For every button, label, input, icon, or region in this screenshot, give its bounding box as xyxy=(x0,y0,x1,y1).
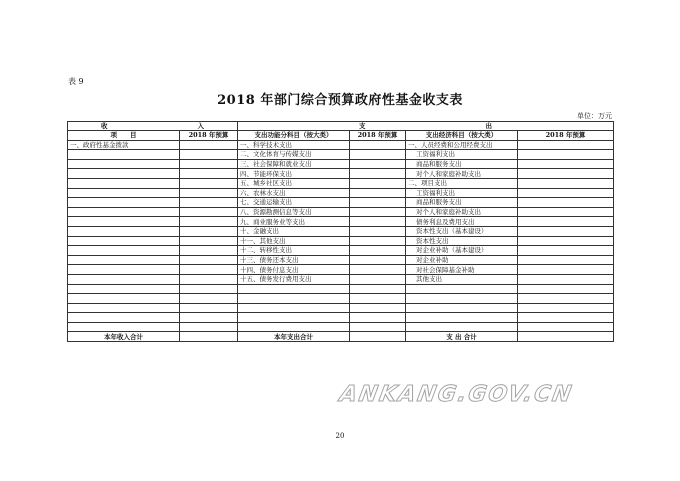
table-cell xyxy=(350,159,406,169)
table-cell xyxy=(180,198,238,208)
expense-group-header xyxy=(238,122,614,131)
table-cell xyxy=(180,313,238,323)
table-cell xyxy=(350,322,406,332)
table-cell xyxy=(68,322,180,332)
table-cell xyxy=(68,246,180,256)
table-cell xyxy=(68,303,180,313)
table-cell xyxy=(238,303,350,313)
table-row xyxy=(68,294,614,304)
table-cell: 八、资源勘测信息等支出 xyxy=(238,207,350,217)
table-row xyxy=(68,322,614,332)
table-row xyxy=(68,207,614,217)
group-header-row xyxy=(68,122,614,131)
table-cell: 六、农林水支出 xyxy=(238,188,350,198)
table-row xyxy=(68,159,614,169)
table-cell xyxy=(350,246,406,256)
table-cell: 对个人和家庭补助支出 xyxy=(406,169,518,179)
table-cell xyxy=(518,265,614,275)
budget-table xyxy=(67,121,614,342)
table-cell xyxy=(180,246,238,256)
table-cell xyxy=(518,188,614,198)
table-cell xyxy=(350,169,406,179)
table-row xyxy=(68,265,614,275)
income-header-left: 收 xyxy=(101,122,108,130)
table-cell xyxy=(68,217,180,227)
table-cell xyxy=(68,255,180,265)
table-cell xyxy=(350,140,406,150)
table-cell xyxy=(406,322,518,332)
table-cell xyxy=(180,255,238,265)
table-cell: 其他支出 xyxy=(406,274,518,284)
income-group-header xyxy=(68,122,238,131)
table-cell: 一、人员经费和公用经费支出 xyxy=(406,140,518,150)
totals-row xyxy=(68,332,614,342)
table-cell xyxy=(68,294,180,304)
table-cell xyxy=(68,169,180,179)
table-cell: 十一、其他支出 xyxy=(238,236,350,246)
table-cell xyxy=(518,284,614,294)
table-cell xyxy=(238,284,350,294)
table-cell xyxy=(518,246,614,256)
table-cell xyxy=(68,284,180,294)
table-cell xyxy=(68,265,180,275)
table-cell xyxy=(180,207,238,217)
table-row xyxy=(68,178,614,188)
column-header: 支出经济科目（按大类） xyxy=(406,131,518,141)
table-number-label: 表 9 xyxy=(68,77,84,86)
table-cell xyxy=(518,303,614,313)
table-cell: 五、城乡社区支出 xyxy=(238,178,350,188)
table-cell xyxy=(518,294,614,304)
unit-label: 单位：万元 xyxy=(577,112,612,120)
table-row xyxy=(68,169,614,179)
total-cell xyxy=(518,332,614,342)
table-cell xyxy=(518,198,614,208)
table-cell xyxy=(68,178,180,188)
expense-header-left: 支 xyxy=(359,122,366,130)
table-cell xyxy=(180,217,238,227)
total-cell xyxy=(180,332,238,342)
table-cell xyxy=(68,236,180,246)
table-cell xyxy=(180,322,238,332)
table-cell: 七、交通运输支出 xyxy=(238,198,350,208)
table-cell: 十、金融支出 xyxy=(238,226,350,236)
column-header: 支出功能分科目（按大类） xyxy=(238,131,350,141)
table-row xyxy=(68,303,614,313)
table-row xyxy=(68,284,614,294)
table-cell xyxy=(350,265,406,275)
table-cell xyxy=(350,150,406,160)
page-title: 2018 年部门综合预算政府性基金收支表 xyxy=(217,93,463,108)
column-header: 2018 年预算 xyxy=(518,131,614,141)
table-cell: 工资福利支出 xyxy=(406,150,518,160)
table-row xyxy=(68,217,614,227)
table-cell: 十四、债务付息支出 xyxy=(238,265,350,275)
table-cell xyxy=(180,265,238,275)
table-cell: 资本性支出（基本建设） xyxy=(406,226,518,236)
table-cell xyxy=(406,313,518,323)
table-cell xyxy=(180,294,238,304)
table-cell xyxy=(350,226,406,236)
table-cell xyxy=(350,198,406,208)
table-cell: 商品和服务支出 xyxy=(406,198,518,208)
table-cell: 二、项目支出 xyxy=(406,178,518,188)
table-cell: 十三、债务还本支出 xyxy=(238,255,350,265)
table-cell xyxy=(518,178,614,188)
table-cell xyxy=(518,150,614,160)
table-cell: 工资福利支出 xyxy=(406,188,518,198)
table-cell xyxy=(180,159,238,169)
page-number: 20 xyxy=(335,432,345,440)
table-cell xyxy=(518,140,614,150)
table-cell: 资本性支出 xyxy=(406,236,518,246)
column-header: 2018 年预算 xyxy=(350,131,406,141)
table-cell xyxy=(68,188,180,198)
table-cell xyxy=(350,294,406,304)
column-header-row xyxy=(68,131,614,141)
total-cell xyxy=(350,332,406,342)
table-cell xyxy=(180,303,238,313)
table-cell xyxy=(68,274,180,284)
table-cell xyxy=(518,236,614,246)
table-row xyxy=(68,313,614,323)
table-cell xyxy=(68,150,180,160)
table-cell: 对个人和家庭补助支出 xyxy=(406,207,518,217)
table-cell xyxy=(518,159,614,169)
table-cell xyxy=(518,255,614,265)
table-row xyxy=(68,188,614,198)
table-cell xyxy=(238,294,350,304)
table-cell: 对企业补助 xyxy=(406,255,518,265)
table-cell xyxy=(518,274,614,284)
table-cell xyxy=(518,226,614,236)
table-cell xyxy=(350,217,406,227)
table-cell xyxy=(406,303,518,313)
table-cell xyxy=(68,313,180,323)
table-cell: 三、社会保障和就业支出 xyxy=(238,159,350,169)
table-cell xyxy=(350,274,406,284)
table-row xyxy=(68,198,614,208)
table-cell xyxy=(350,188,406,198)
table-cell xyxy=(518,207,614,217)
table-row xyxy=(68,226,614,236)
table-cell xyxy=(180,150,238,160)
column-header: 2018 年预算 xyxy=(180,131,238,141)
watermark: ANKANG.GOV.CN xyxy=(337,382,576,407)
total-cell: 本年支出合计 xyxy=(238,332,350,342)
table-cell: 二、文化体育与传媒支出 xyxy=(238,150,350,160)
column-header: 项 目 xyxy=(68,131,180,141)
table-cell xyxy=(180,274,238,284)
table-cell xyxy=(180,178,238,188)
table-cell: 债务利息及费用支出 xyxy=(406,217,518,227)
table-cell xyxy=(68,159,180,169)
table-cell: 对企业补助（基本建设） xyxy=(406,246,518,256)
table-cell xyxy=(350,313,406,323)
table-cell xyxy=(350,236,406,246)
table-body xyxy=(68,140,614,332)
table-cell xyxy=(518,322,614,332)
table-cell xyxy=(518,169,614,179)
table-cell xyxy=(180,169,238,179)
table-cell xyxy=(180,188,238,198)
income-header-right: 入 xyxy=(197,122,204,130)
table-cell xyxy=(350,207,406,217)
total-cell: 支 出 合计 xyxy=(406,332,518,342)
table-row xyxy=(68,150,614,160)
table-row xyxy=(68,274,614,284)
table-cell xyxy=(406,284,518,294)
total-cell: 本年收入合计 xyxy=(68,332,180,342)
table-cell: 十二、转移性支出 xyxy=(238,246,350,256)
table-cell xyxy=(350,255,406,265)
table-cell xyxy=(406,294,518,304)
table-cell xyxy=(518,217,614,227)
table-row xyxy=(68,246,614,256)
table-cell xyxy=(68,207,180,217)
table-cell xyxy=(238,313,350,323)
table-cell: 九、商业服务业等支出 xyxy=(238,217,350,227)
table-cell: 一、政府性基金拨款 xyxy=(68,140,180,150)
table-cell xyxy=(180,236,238,246)
table-cell: 十五、债务发行费用支出 xyxy=(238,274,350,284)
table-cell xyxy=(180,226,238,236)
table-cell xyxy=(350,284,406,294)
table-cell: 一、科学技术支出 xyxy=(238,140,350,150)
table-cell xyxy=(350,178,406,188)
table-cell xyxy=(238,322,350,332)
table-cell: 四、节能环保支出 xyxy=(238,169,350,179)
table-cell xyxy=(180,284,238,294)
table-cell xyxy=(180,140,238,150)
table-cell: 商品和服务支出 xyxy=(406,159,518,169)
table-row xyxy=(68,140,614,150)
table-cell: 对社会保障基金补助 xyxy=(406,265,518,275)
table-cell xyxy=(68,198,180,208)
table-row xyxy=(68,255,614,265)
expense-header-right: 出 xyxy=(485,122,492,130)
table-cell xyxy=(518,313,614,323)
table-cell xyxy=(350,303,406,313)
table-cell xyxy=(68,226,180,236)
table-row xyxy=(68,236,614,246)
